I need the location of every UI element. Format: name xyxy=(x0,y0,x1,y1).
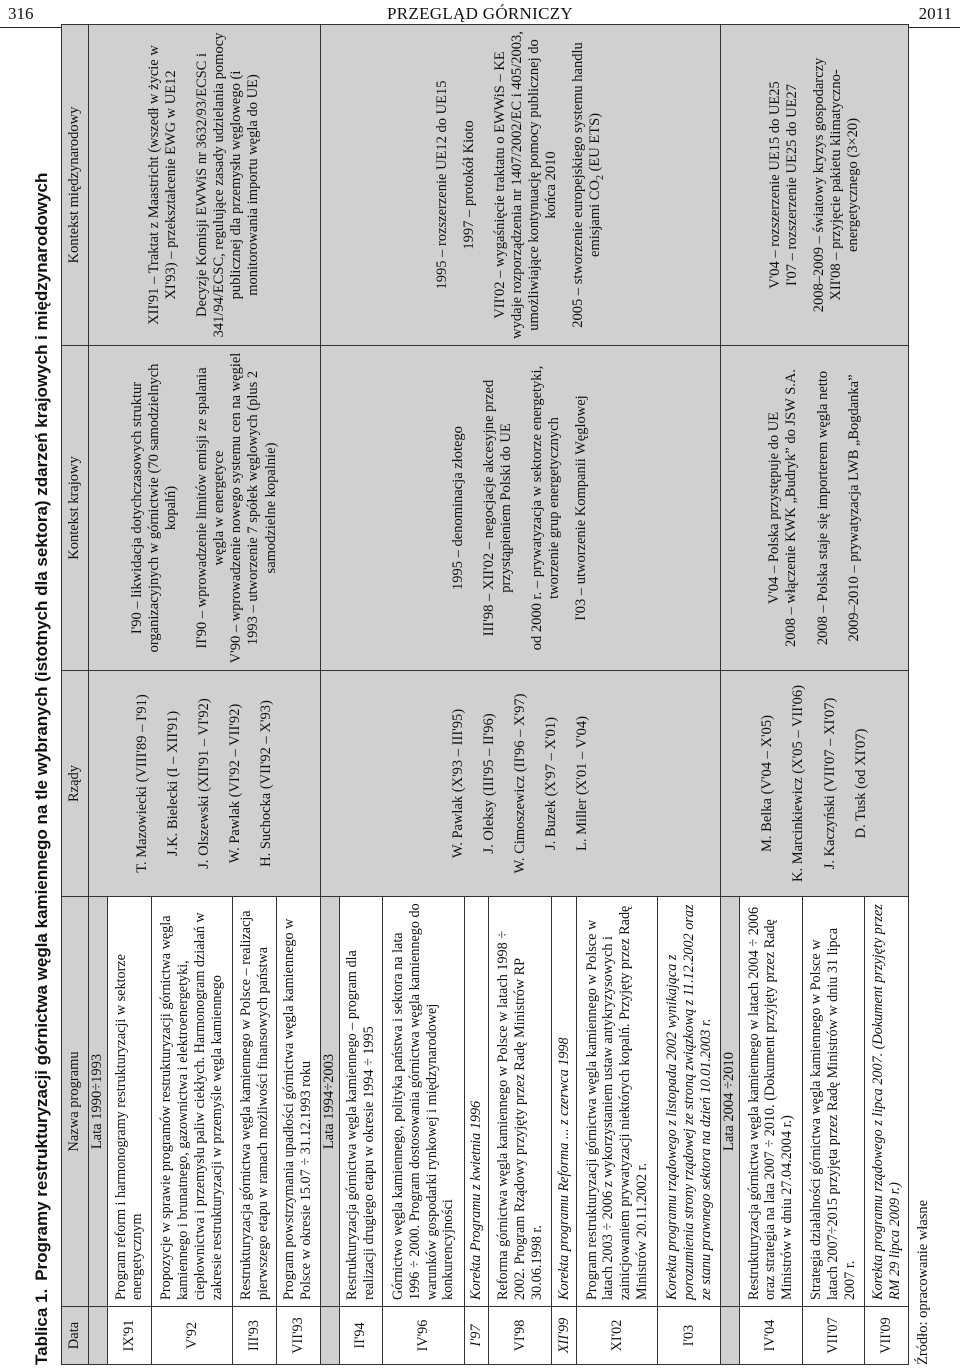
era-row xyxy=(89,25,108,1365)
government-entry: W. Pawlak (X'93 – III'95) xyxy=(449,708,466,859)
government-entry: W. Pawlak (VI'92 – VII'92) xyxy=(226,703,243,864)
journal-title: PRZEGLĄD GÓRNICZY xyxy=(387,4,573,23)
date-cell: I'03 xyxy=(658,1307,721,1365)
domestic-event: II'90 – wprowadzenie limitów emisji ze spalania węgla w energetyce xyxy=(194,367,228,649)
domestic-event: 2008 – włączenie KWK „Budryk” do JSW S.A. xyxy=(783,369,800,647)
international-event: XII'91 – Traktat z Maastricht (wszedł w życie w XI'93) – przekształcenie EWG w UE12 xyxy=(145,45,180,325)
international-context-cell-3 xyxy=(721,25,909,346)
domestic-context-cell-1 xyxy=(89,346,321,671)
date-cell: I'97 xyxy=(464,1307,489,1365)
col-header-program: Nazwa programu xyxy=(62,897,89,1307)
program-cell: Restrukturyzacja górnictwa węgla kamiennego w Polsce – realizacja pierwszego etapu w ramach możliwości finansowych państwa xyxy=(233,897,277,1307)
date-cell: VI'98 xyxy=(489,1307,552,1365)
government-entry: T. Mazowiecki (VIII'89 – I'91) xyxy=(133,694,150,873)
program-cell: Korekta Programu z kwietnia 1996 xyxy=(464,897,489,1307)
government-entry: J. Kaczyński (VII'07 – XI'07) xyxy=(821,697,838,870)
international-event: 2005 – stworzenie europejskiego systemu handlu emisjami $CO_2$ (EU ETS) xyxy=(570,42,607,328)
government-entry: J.K. Bielecki (I – XII'91) xyxy=(164,710,181,857)
date-cell: III'93 xyxy=(233,1307,277,1365)
caption-number: Tablica 1. xyxy=(32,1288,51,1365)
date-cell: II'94 xyxy=(339,1307,383,1365)
international-event: Decyzje Komisji EWWiS nr 3632/93/ECSC i 341/94/ECSC, regulujące zasady udzielania pomocy publicznej dla przemysłu węglowego (i monitorowania importu węgla do UE) xyxy=(194,32,262,338)
col-header-domestic: Kontekst krajowy xyxy=(62,346,89,671)
international-context-cell-2 xyxy=(320,25,720,346)
domestic-context-cell-2 xyxy=(320,346,720,671)
header-row xyxy=(62,25,89,1365)
date-cell: IV'96 xyxy=(383,1307,465,1365)
date-cell: IV'04 xyxy=(740,1307,803,1365)
domestic-event: I'03 – utworzenie Kompanii Węglowej xyxy=(573,395,590,621)
program-cell: Korekta programu rządowego z listopada 2002 wynikająca z porozumienia strony rządowej ze stroną związkową z 11.12.2002 oraz ze stanu prawnego sektora na dzień 10.01.2003 r. xyxy=(658,897,721,1307)
international-event: V'04 – rozszerzenie UE15 do UE25 xyxy=(766,81,783,289)
program-cell: Program reform i harmonogramy restrukturyzacji w sektorze energetycznym xyxy=(108,897,152,1307)
date-cell: XII'99 xyxy=(552,1307,577,1365)
date-cell: VII'93 xyxy=(276,1307,320,1365)
program-cell: Reforma górnictwa węgla kamiennego w Polsce w latach 1998 ÷ 2002. Program Rządowy przyjęty przez Radę Ministrów RP 30.06.1998 r. xyxy=(489,897,552,1307)
government-entry: M. Belka (V'04 – X'05) xyxy=(759,715,776,852)
international-event: XII'08 – przyjęcie pakietu klimatyczno-energetycznego (3×20) xyxy=(828,69,862,301)
government-entry: J. Oleksy (III'95 – II'96) xyxy=(480,713,497,854)
international-context-cell-1 xyxy=(89,25,321,346)
international-event: 1997 – protokół Kioto xyxy=(460,120,477,250)
date-cell: V'92 xyxy=(151,1307,233,1365)
program-cell: Górnictwo węgla kamiennego, polityka państwa i sektora na lata 1996 ÷ 2000. Program dostosowania górnictwa węgla kamiennego do warunków gospodarki rynkowej i międzynarodowej konkurencyjności xyxy=(383,897,465,1307)
domestic-event: 1995 – denominacja złotego xyxy=(449,426,466,590)
government-entry: L. Miller (X'01 – V'04) xyxy=(573,715,590,852)
government-entry: D. Tusk (od XI'07) xyxy=(852,728,869,839)
international-event: 2008–2009 – światowy kryzys gospodarczy xyxy=(810,57,827,313)
journal-year: 2011 xyxy=(918,4,952,23)
date-cell: XI'02 xyxy=(576,1307,658,1365)
international-event: I'07 – rozszerzenie UE25 do UE27 xyxy=(783,84,800,286)
restructuring-table xyxy=(61,24,909,1365)
era-label: Lata 1990÷1993 xyxy=(89,897,108,1307)
government-entry: J. Buzek (X'97 – X'01) xyxy=(542,717,559,850)
caption-text: Programy restrukturyzacji górnictwa węgla kamiennego na tle wybranych (istotnych dla sektora) zdarzeń krajowych i międzynarodowych xyxy=(32,172,51,1281)
domestic-event: 1993 – utworzenie 7 spółek węglowych (plus 2 samodzielne kopalnie) xyxy=(245,370,279,646)
domestic-event: 2008 – Polska staje się importerem węgla netto xyxy=(814,370,831,646)
governments-cell-1 xyxy=(89,671,321,897)
page-number: 316 xyxy=(8,4,34,23)
program-cell: Strategia działalności górnictwa węgla kamiennego w Polsce w latach 2007÷2015 przyjęta przez Radę Ministrów w dniu 31 lipca 2007 r. xyxy=(802,897,865,1307)
governments-cell-2 xyxy=(320,671,720,897)
government-entry: W. Cimoszewicz (II'96 – X'97) xyxy=(511,693,528,874)
table-caption xyxy=(25,25,59,1365)
domestic-context-cell-3 xyxy=(721,346,909,671)
program-cell: Restrukturyzacja górnictwa węgla kamiennego w latach 2004 ÷ 2006 oraz strategia na lata 2007 ÷ 2010. (Dokument przyjęty przez Radę Ministrów w dniu 27.04.2004 r.) xyxy=(740,897,803,1307)
program-cell: Korekta programu rządowego z lipca 2007. (Dokument przyjęty przez RM 29 lipca 2009 r.) xyxy=(865,897,909,1307)
government-entry: H. Suchocka (VII'92 – X'93) xyxy=(257,700,274,867)
program-cell: Propozycje w sprawie programów restrukturyzacji górnictwa węgla kamiennego i brunatnego, gazownictwa i elektroenergetyki, ciepłownictwa i przemysłu paliw ciekłych. Harmonogram działań w zakresie restrukturyzacji w przemyśle węgla kamiennego xyxy=(151,897,233,1307)
domestic-event: V'90 – wprowadzenie nowego systemu cen na węgiel xyxy=(228,352,245,664)
international-event: 1995 – rozszerzenie UE12 do UE15 xyxy=(433,80,450,290)
date-cell: IX'91 xyxy=(108,1307,152,1365)
government-entry: J. Olszewski (XII'91 – VI'92) xyxy=(195,698,212,869)
table-source: Źródło: opracowanie własne xyxy=(915,1199,931,1365)
domestic-event: V'04 – Polska przystępuje do UE xyxy=(766,411,783,605)
date-cell: VII'09 xyxy=(865,1307,909,1365)
era-label: Lata 1994÷2003 xyxy=(320,897,339,1307)
rotated-table-block xyxy=(25,25,935,1365)
program-cell: Program powstrzymania upadłości górnictwa węgla kamiennego w Polsce w okresie 15.07 ÷ 31.12.1993 roku xyxy=(276,897,320,1307)
program-cell: Restrukturyzacja górnictwa węgla kamiennego – program dla realizacji drugiego etapu w okresie 1994 ÷ 1995 xyxy=(339,897,383,1307)
era-row xyxy=(721,25,740,1365)
domestic-event: od 2000 r. – prywatyzacja w sektorze energetyki, tworzenie grup energetycznych xyxy=(529,365,563,651)
col-header-international: Kontekst międzynarodowy xyxy=(62,25,89,346)
era-row xyxy=(320,25,339,1365)
program-cell: Program restrukturyzacji górnictwa węgla kamiennego w Polsce w latach 2003 ÷ 2006 z wykorzystaniem ustaw antykryzysowych i zainicjowaniem prywatyzacji niektórych kopalń. Przyjęty przez Radę Ministrów 20.11.2002 r. xyxy=(576,897,658,1307)
era-label: Lata 2004 ÷2010 xyxy=(721,897,740,1307)
domestic-event: III'98 – XII'02 – negocjacje akcesyjne przed przystąpieniem Polski do UE xyxy=(481,379,515,637)
government-entry: K. Marcinkiewicz (X'05 – VII'06) xyxy=(790,684,807,883)
domestic-event: 2009–2010 – prywatyzacja LWB „Bogdanka” xyxy=(845,374,862,642)
program-cell: Korekta programu Reforma ... z czerwca 1998 xyxy=(552,897,577,1307)
international-event: VII'02 – wygaśnięcie traktatu o EWWiS – KE wydaje rozporządzenia nr 1407/2002/EC i 405/2003, umożliwiające kontynuację pomocy publicznej do końca 2010 xyxy=(491,31,560,339)
col-header-governments: Rządy xyxy=(62,671,89,897)
date-cell: VII'07 xyxy=(802,1307,865,1365)
domestic-event: I'90 – likwidacja dotychczasowych struktur organizacyjnych w górnictwie (70 samodzielnych kopalń) xyxy=(128,363,180,653)
governments-cell-3 xyxy=(721,671,909,897)
col-header-date: Data xyxy=(62,1307,89,1365)
